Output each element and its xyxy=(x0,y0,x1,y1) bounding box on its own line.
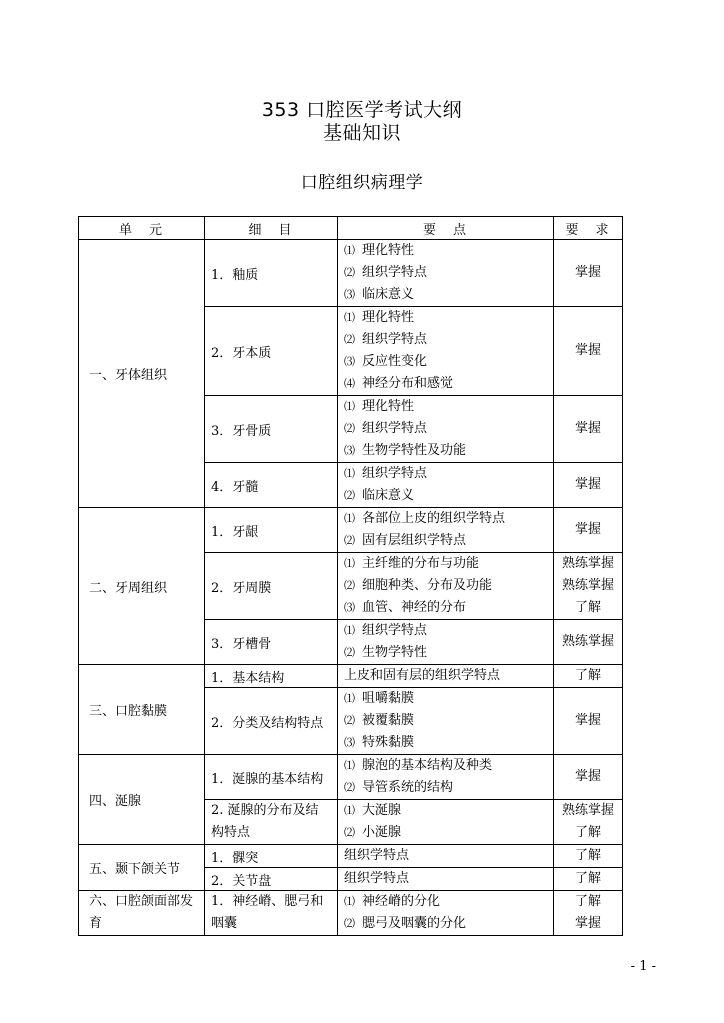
point-text: 组织学特点 xyxy=(362,332,428,347)
item-label: 1．基本结构 xyxy=(211,670,285,686)
points-cell xyxy=(338,553,554,620)
item-label: 1．涎腺的基本结构 xyxy=(211,771,324,787)
point-number: ⑵ xyxy=(344,714,355,727)
point-number: ⑵ xyxy=(344,333,355,346)
point-line xyxy=(344,485,553,507)
unit-cell xyxy=(79,891,205,936)
point-text: 固有层组织学特点 xyxy=(362,533,467,548)
point-line xyxy=(344,240,553,262)
point-line xyxy=(344,284,553,306)
point-text: 反应性变化 xyxy=(362,354,428,369)
point-line xyxy=(344,732,553,754)
point-text: 生物学特性 xyxy=(362,645,428,660)
points-cell xyxy=(338,240,554,307)
point-number: ⑷ xyxy=(344,377,355,390)
item-cell xyxy=(205,755,338,800)
syllabus-table xyxy=(78,216,623,936)
point-line xyxy=(344,710,553,732)
requirement-level: 掌握 xyxy=(574,713,601,728)
point-line xyxy=(344,396,553,418)
points-cell xyxy=(338,868,554,891)
point-line xyxy=(344,868,553,890)
requirement-cell xyxy=(554,307,623,396)
point-text: 细胞种类、分布及功能 xyxy=(362,578,493,593)
point-number: ⑴ xyxy=(344,400,355,413)
point-number: ⑴ xyxy=(344,759,355,772)
point-text: 神经嵴的分化 xyxy=(362,894,441,909)
point-line xyxy=(344,463,553,485)
points-cell xyxy=(338,508,554,553)
point-line xyxy=(344,530,553,552)
point-line xyxy=(344,373,553,395)
point-line xyxy=(344,329,553,351)
table-row xyxy=(79,240,623,307)
requirement-level: 熟练掌握 xyxy=(561,556,614,571)
point-text: 组织学特点 xyxy=(362,265,428,280)
point-line xyxy=(344,262,553,284)
point-number: ⑶ xyxy=(344,288,355,301)
point-line xyxy=(344,620,553,642)
unit-cell xyxy=(79,845,205,891)
item-label-line: 1．神经嵴、腮弓和 xyxy=(211,894,324,909)
requirement-cell xyxy=(554,800,623,845)
point-text: 生物学特性及功能 xyxy=(362,443,467,458)
item-label: 2．关节盘 xyxy=(211,873,272,889)
point-line xyxy=(344,307,553,329)
item-cell xyxy=(205,891,338,936)
point-text: 理化特性 xyxy=(362,399,415,414)
point-text: 小涎腺 xyxy=(362,825,402,840)
point-number: ⑵ xyxy=(344,917,355,930)
unit-label: 二、牙周组织 xyxy=(89,580,168,596)
requirement-cell xyxy=(554,755,623,800)
point-line xyxy=(344,755,553,777)
item-label-line: 咽囊 xyxy=(211,916,238,931)
requirement-level: 熟练掌握 xyxy=(561,634,614,649)
points-cell xyxy=(338,688,554,755)
point-number: ⑴ xyxy=(344,624,355,637)
point-number: ⑶ xyxy=(344,355,355,368)
item-cell xyxy=(205,553,338,620)
point-number: ⑴ xyxy=(344,311,355,324)
page-number: - 1 - xyxy=(630,959,656,974)
point-number: ⑴ xyxy=(344,895,355,908)
item-cell xyxy=(205,665,338,688)
requirement-cell xyxy=(554,688,623,755)
requirement-level: 了解 xyxy=(574,894,601,909)
point-text: 组织学特点 xyxy=(362,466,428,481)
point-number: ⑵ xyxy=(344,266,355,279)
point-line xyxy=(344,597,553,619)
point-line xyxy=(344,508,553,530)
point-text: 上皮和固有层的组织学特点 xyxy=(344,668,501,683)
requirement-level: 了解 xyxy=(574,825,601,840)
unit-label: 四、涎腺 xyxy=(89,794,142,809)
exam-title: 353 口腔医学考试大纲 xyxy=(261,99,463,121)
item-label: 2．牙本质 xyxy=(211,345,272,361)
points-cell xyxy=(338,463,554,508)
point-number: ⑵ xyxy=(344,826,355,839)
point-text: 组织学特点 xyxy=(344,848,410,863)
point-line xyxy=(344,553,553,575)
header-points: 要 点 xyxy=(338,217,554,240)
point-line xyxy=(344,891,553,913)
point-line xyxy=(344,642,553,664)
point-line xyxy=(344,440,553,462)
requirement-level: 掌握 xyxy=(574,522,601,537)
point-text: 各部位上皮的组织学特点 xyxy=(362,511,506,526)
point-text: 理化特性 xyxy=(362,310,415,325)
point-text: 腺泡的基本结构及种类 xyxy=(362,758,493,773)
requirement-cell xyxy=(554,665,623,688)
points-cell xyxy=(338,845,554,868)
requirement-level: 掌握 xyxy=(574,769,601,784)
header-item: 细 目 xyxy=(205,217,338,240)
requirement-cell xyxy=(554,396,623,463)
points-cell xyxy=(338,800,554,845)
table-header-row xyxy=(79,217,623,240)
item-cell xyxy=(205,800,338,845)
requirement-cell xyxy=(554,508,623,553)
requirement-level: 掌握 xyxy=(574,265,601,280)
point-text: 导管系统的结构 xyxy=(362,780,454,795)
point-line xyxy=(344,777,553,799)
point-number: ⑵ xyxy=(344,489,355,502)
point-number: ⑶ xyxy=(344,444,355,457)
unit-cell xyxy=(79,665,205,755)
point-number: ⑴ xyxy=(344,244,355,257)
requirement-level: 熟练掌握 xyxy=(561,803,614,818)
point-text: 咀嚼黏膜 xyxy=(362,691,415,706)
table-row xyxy=(79,665,623,688)
point-line xyxy=(344,913,553,935)
requirement-cell xyxy=(554,620,623,665)
points-cell xyxy=(338,665,554,688)
point-number: ⑵ xyxy=(344,422,355,435)
requirement-cell xyxy=(554,553,623,620)
item-label-line: 构特点 xyxy=(211,825,251,840)
point-number: ⑶ xyxy=(344,736,355,749)
item-label: 3．牙骨质 xyxy=(211,423,272,439)
unit-cell xyxy=(79,240,205,508)
requirement-level: 掌握 xyxy=(574,477,601,492)
point-text: 临床意义 xyxy=(362,488,415,503)
point-line xyxy=(344,351,553,373)
requirement-level: 掌握 xyxy=(574,343,601,358)
point-text: 组织学特点 xyxy=(362,421,428,436)
requirement-cell xyxy=(554,463,623,508)
requirement-cell xyxy=(554,868,623,891)
requirement-level: 熟练掌握 xyxy=(561,578,614,593)
requirement-level: 了解 xyxy=(574,848,601,863)
item-cell xyxy=(205,688,338,755)
point-line xyxy=(344,800,553,822)
requirement-cell xyxy=(554,891,623,936)
point-text: 被覆黏膜 xyxy=(362,713,415,728)
item-cell xyxy=(205,620,338,665)
points-cell xyxy=(338,891,554,936)
item-label: 1．釉质 xyxy=(211,267,259,283)
unit-cell xyxy=(79,755,205,845)
header-unit: 单 元 xyxy=(79,217,205,240)
table-body xyxy=(79,240,623,936)
table-row xyxy=(79,891,623,936)
subject-title: 口腔组织病理学 xyxy=(300,173,424,193)
point-line xyxy=(344,575,553,597)
point-line xyxy=(344,822,553,844)
point-number: ⑵ xyxy=(344,534,355,547)
point-text: 血管、神经的分布 xyxy=(362,600,467,615)
unit-label: 五、颞下颌关节 xyxy=(89,862,181,877)
item-label: 3．牙槽骨 xyxy=(211,636,272,652)
point-text: 腮弓及咽囊的分化 xyxy=(362,916,467,931)
item-cell xyxy=(205,240,338,307)
point-number: ⑴ xyxy=(344,557,355,570)
requirement-level: 了解 xyxy=(574,600,601,615)
point-number: ⑴ xyxy=(344,692,355,705)
point-number: ⑵ xyxy=(344,781,355,794)
point-line xyxy=(344,665,553,687)
unit-label: 一、牙体组织 xyxy=(89,368,168,383)
requirement-level: 了解 xyxy=(574,668,601,683)
unit-cell xyxy=(79,508,205,665)
item-label-line: 2. 涎腺的分布及结 xyxy=(211,803,319,818)
point-number: ⑵ xyxy=(344,646,355,659)
requirement-level: 掌握 xyxy=(574,916,601,931)
points-cell xyxy=(338,755,554,800)
point-text: 大涎腺 xyxy=(362,803,402,818)
item-cell xyxy=(205,508,338,553)
point-line xyxy=(344,418,553,440)
item-label: 2．牙周膜 xyxy=(211,580,272,596)
point-text: 组织学特点 xyxy=(344,871,410,886)
item-label: 2．分类及结构特点 xyxy=(211,715,324,731)
item-cell xyxy=(205,868,338,891)
point-number: ⑴ xyxy=(344,804,355,817)
requirement-cell xyxy=(554,845,623,868)
item-cell xyxy=(205,845,338,868)
point-text: 神经分布和感觉 xyxy=(362,376,454,391)
header-requirement: 要 求 xyxy=(554,217,623,240)
point-line xyxy=(344,688,553,710)
requirement-level: 了解 xyxy=(574,871,601,886)
item-cell xyxy=(205,307,338,396)
point-text: 理化特性 xyxy=(362,243,415,258)
item-label: 1．牙龈 xyxy=(211,524,259,540)
point-text: 特殊黏膜 xyxy=(362,735,415,750)
table-row xyxy=(79,508,623,553)
point-number: ⑶ xyxy=(344,601,355,614)
points-cell xyxy=(338,307,554,396)
requirement-level: 掌握 xyxy=(574,421,601,436)
point-number: ⑴ xyxy=(344,467,355,480)
point-line xyxy=(344,845,553,867)
unit-label-line: 育 xyxy=(89,916,103,931)
point-number: ⑵ xyxy=(344,579,355,592)
point-text: 主纤维的分布与功能 xyxy=(362,556,480,571)
item-cell xyxy=(205,463,338,508)
point-text: 临床意义 xyxy=(362,287,415,302)
points-cell xyxy=(338,620,554,665)
table-row xyxy=(79,845,623,868)
unit-label-line: 六、口腔颌面部发 xyxy=(89,894,194,909)
points-cell xyxy=(338,396,554,463)
unit-label: 三、口腔黏膜 xyxy=(89,704,168,719)
item-cell xyxy=(205,396,338,463)
point-number: ⑴ xyxy=(344,512,355,525)
exam-subtitle: 基础知识 xyxy=(322,122,401,144)
item-label: 1．髁突 xyxy=(211,850,259,866)
requirement-cell xyxy=(554,240,623,307)
point-text: 组织学特点 xyxy=(362,623,428,638)
item-label: 4．牙髓 xyxy=(211,479,259,495)
table-row xyxy=(79,755,623,800)
